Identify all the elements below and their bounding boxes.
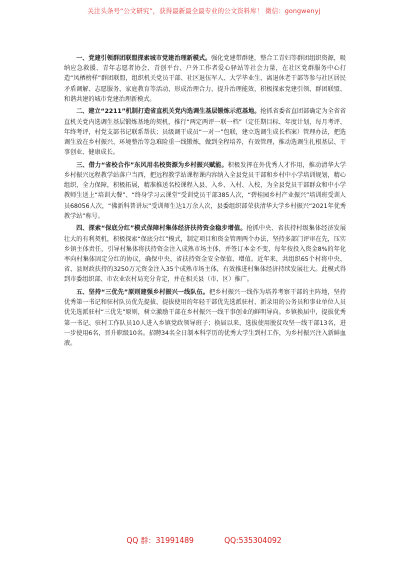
paragraph-3-body: 积极发挥在外优秀人才作用，推动清华大学乡村振兴远程教学站落户当西，把远程教学站课程课内容纳入全县党员干部和乡村中小学培训规划，精心组织，全力保障，积极拓展，精准推送名校课程入县、入乡、入村、入校，为全县党员干部群众和中小学教师生送上“培训大餐”、“终身学习云课堂”受训党员干部385人次，“碧桂园乡村产业振兴”培训班受训人员68056人次，“佛新科普讲坛”受训师生达1万余人次，县委组织部荣获清华大学乡村振兴“2021年优秀教学站”称号。 (64, 161, 346, 220)
paragraph-4 (64, 224, 346, 285)
paragraph-2 (64, 107, 346, 158)
paragraph-3-heading: 三、借力“省校合作”东风用名校资源为乡村振兴赋能。 (76, 161, 228, 169)
qq-group-number: QQ 群：31991489 (126, 536, 194, 545)
contact-footer (0, 535, 408, 546)
paragraph-3 (64, 161, 346, 222)
paragraph-1-body: 强化党建带群建，整合工青妇等群团组织资源，吸纳应急救援、青年志愿者协会、青创平台、户外工作者爱心驿站等社会力量，在社区党群服务中心打造“凤栖榜样”群团联盟，组织机关党员干部、社区退伍军人、大学毕业生、离退休老干部等参与社区居民矛盾调解、志愿服务、家庭教育等活动，形成治理合力，提升治理能效，积极探索党建引领、群团联盟、和谐共建的城市党建治理新模式。 (64, 55, 347, 103)
paragraph-1-heading: 一、党建引领群团联盟探索城市党建治理新模式。 (76, 55, 212, 62)
qq-number: QQ:535304092 (224, 536, 282, 545)
promo-banner: 关注头条号“公文研究”，获得最新最全最专业的公文资料库！ 微信：gongwenyj (87, 7, 321, 15)
paragraph-2-heading: 二、建立“2211”机制打造省直机关党内选调生基层锻炼示范基地。 (76, 108, 261, 116)
paragraph-5-body: 把乡村振兴一线作为培养考察干部的主阵地，坚持优秀第一书记和驻村队员优先提拔、提拔使用的年轻干部优先选派驻村、新录用的公务员和事业单位人员优先选派驻村“三优先”原则，树立激励干部在乡村振兴一线干事创业的鲜明导向。乡镇换届中，提拔优秀第一书记、驻村工作队员10人进入乡镇党政领导班子；换届以来，选拔使用脱贫攻坚一线干部13名，进一步使用6名，晋升职级10名。招聘34名全日制本科学历的优秀大学生到村工作，为乡村振兴注入新鲜血液。 (64, 289, 347, 348)
paragraph-5 (64, 288, 346, 349)
paragraph-5-heading: 五、坚持“三优先”原则建强乡村振兴一线队伍。 (76, 289, 210, 297)
paragraph-2-body: 抢抓省委省直团部确定为全省省直机关党内选调生基层锻炼基地的契机，推行“两定两评一联一档”（定任期目标、年度计划，每月考评、年终考评，村党支部书记联系帮扶；员级调干成员“一对一”包联，建立选调生成长档案）管理办法，把选调生放在乡村振兴、环境整治等急难险重一线锻炼，做到全程培养，有效管理，推动选调生扎根基层、干事创业、健康成长。 (64, 108, 346, 157)
paragraph-4-body: 抢抓中央、省扶持村级集体经济发展壮大的有利契机，积极探索“保底分红”模式，制定项目和资金管理两个办法，坚持多部门评审在先，压实乡镇主体责任，引导村集体将扶持资金注入成熟市场主体，并签订本金不变，每年按投入资金8%的年化率向村集体固定分红的协议，确保中央、省扶持资金安全保值、增值。近年来，共组织65个村将中央、省、县财政扶持的3250万元资金注入35个成熟市场主体，有效推进村集体经济持续发展壮大。此模式得到市委组织部、市农业农村局充分肯定，并在相关县（市、区）推广。 (64, 225, 346, 284)
document-body (64, 54, 346, 352)
paragraph-1 (64, 54, 346, 105)
paragraph-4-heading: 四、探索“保底分红”模式保障村集体经济扶持资金稳步增值。 (76, 225, 247, 233)
